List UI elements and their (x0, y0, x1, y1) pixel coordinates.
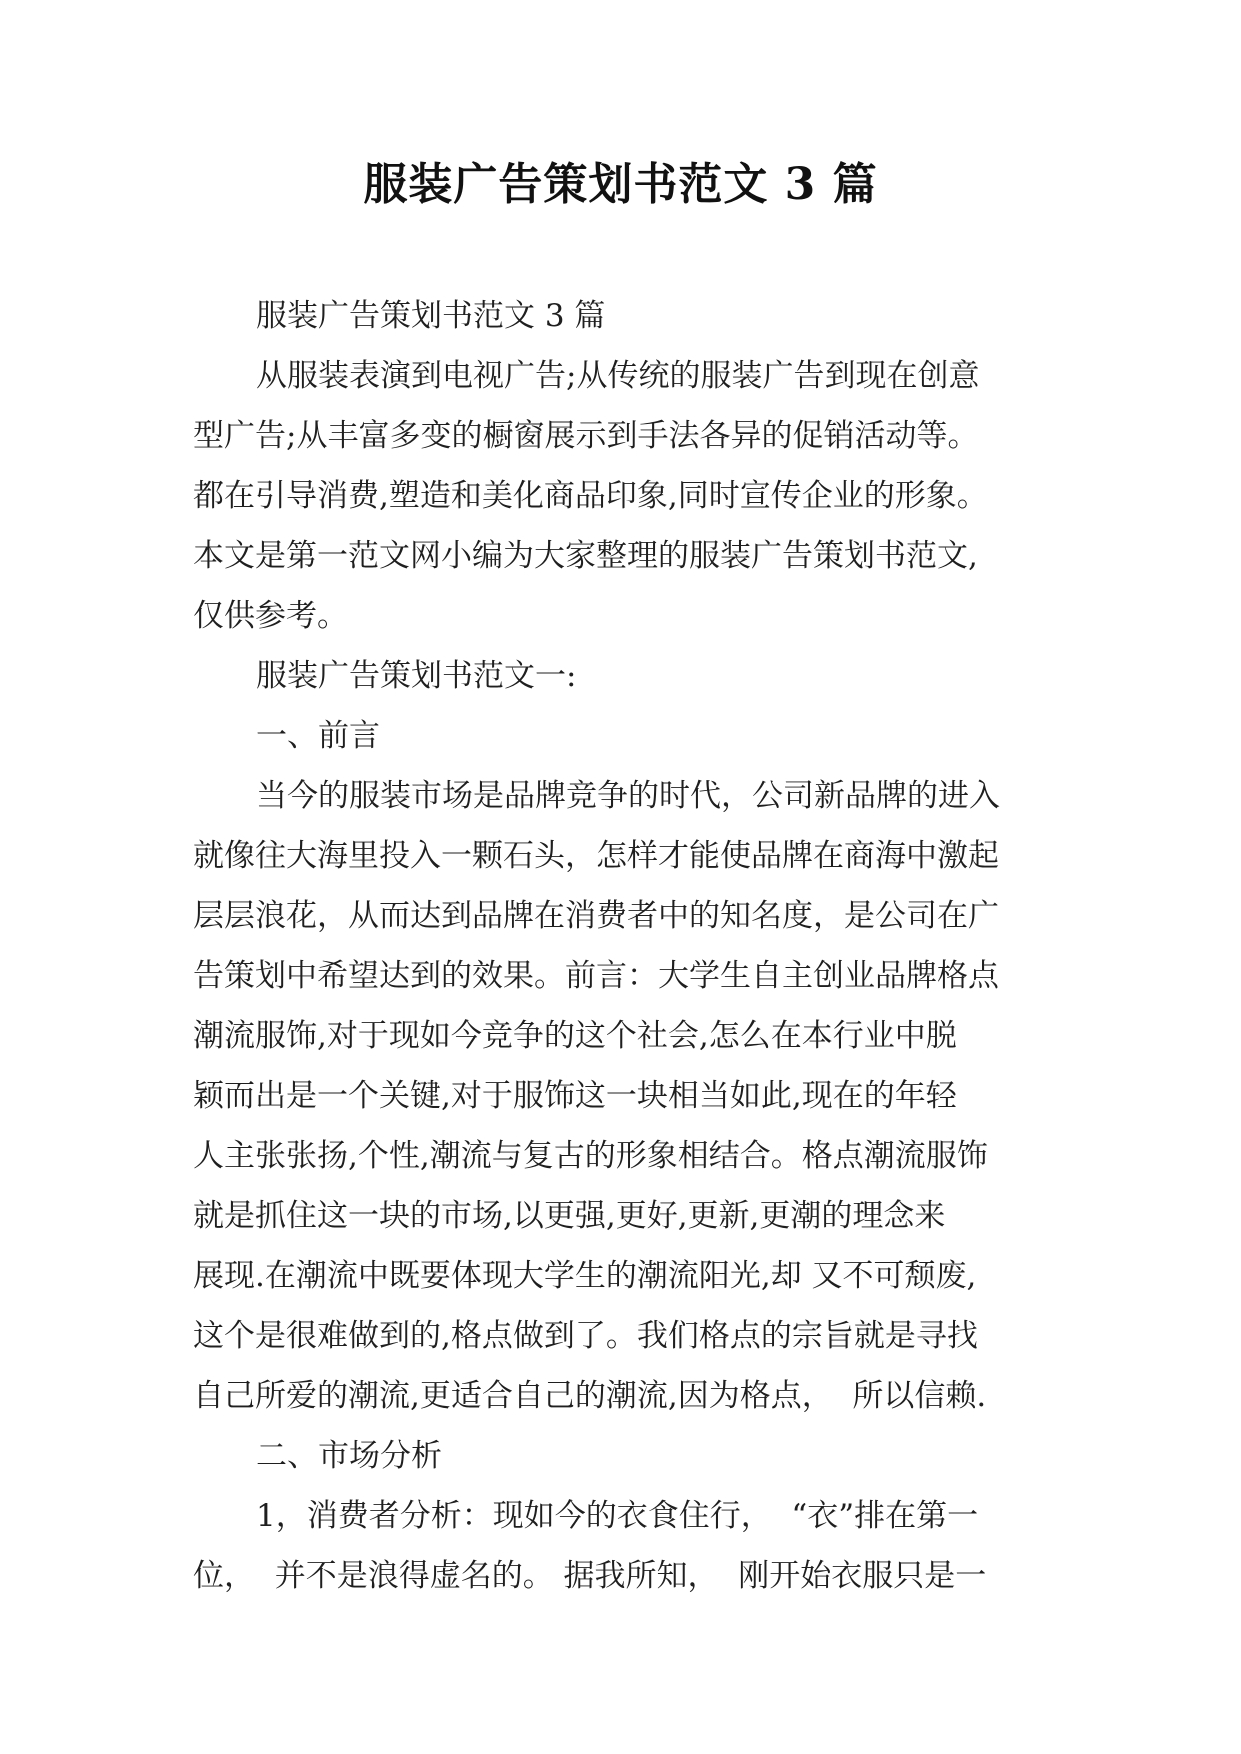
paragraph-line: 当今的服装市场是品牌竞争的时代，公司新品牌的进入 (256, 778, 1000, 814)
paragraph-line: 潮流服饰,对于现如今竞争的这个社会,怎么在本行业中脱 (193, 1018, 957, 1054)
paragraph-line: 自己所爱的潮流,更适合自己的潮流,因为格点， 所以信赖. (193, 1378, 987, 1414)
paragraph-line: 这个是很难做到的,格点做到了。我们格点的宗旨就是寻找 (193, 1318, 978, 1354)
paragraph-line: 服装广告策划书范文 3 篇 (256, 298, 606, 334)
paragraph-line: 颖而出是一个关键,对于服饰这一块相当如此,现在的年轻 (193, 1078, 957, 1114)
paragraph-line: 都在引导消费,塑造和美化商品印象,同时宣传企业的形象。 (193, 478, 988, 514)
paragraph-line: 人主张张扬,个性,潮流与复古的形象相结合。格点潮流服饰 (193, 1138, 988, 1174)
paragraph-line: 仅供参考。 (193, 598, 348, 634)
paragraph-line: 本文是第一范文网小编为大家整理的服装广告策划书范文, (193, 538, 978, 574)
section-heading: 二、市场分析 (256, 1438, 442, 1474)
document-body (193, 286, 1077, 1606)
paragraph-line: 从服装表演到电视广告;从传统的服装广告到现在创意 (256, 358, 980, 394)
paragraph-line: 告策划中希望达到的效果。前言：大学生自主创业品牌格点 (193, 958, 999, 994)
paragraph-line: 展现.在潮流中既要体现大学生的潮流阳光,却 又不可颓废, (193, 1258, 977, 1294)
paragraph-line: 位， 并不是浪得虚名的。 据我所知， 刚开始衣服只是一 (193, 1558, 987, 1594)
paragraph-line: 型广告;从丰富多变的橱窗展示到手法各异的促销活动等。 (193, 418, 979, 454)
section-heading: 服装广告策划书范文一: (256, 658, 577, 694)
paragraph-line: 层层浪花，从而达到品牌在消费者中的知名度，是公司在广 (193, 898, 999, 934)
section-heading: 一、前言 (256, 718, 380, 754)
paragraph-line: 就是抓住这一块的市场,以更强,更好,更新,更潮的理念来 (193, 1198, 946, 1234)
document-title: 服装广告策划书范文 3 篇 (363, 159, 878, 210)
paragraph-line: 1，消费者分析：现如今的衣食住行， “衣”排在第一 (256, 1498, 979, 1534)
paragraph-line: 就像往大海里投入一颗石头，怎样才能使品牌在商海中激起 (193, 838, 999, 874)
